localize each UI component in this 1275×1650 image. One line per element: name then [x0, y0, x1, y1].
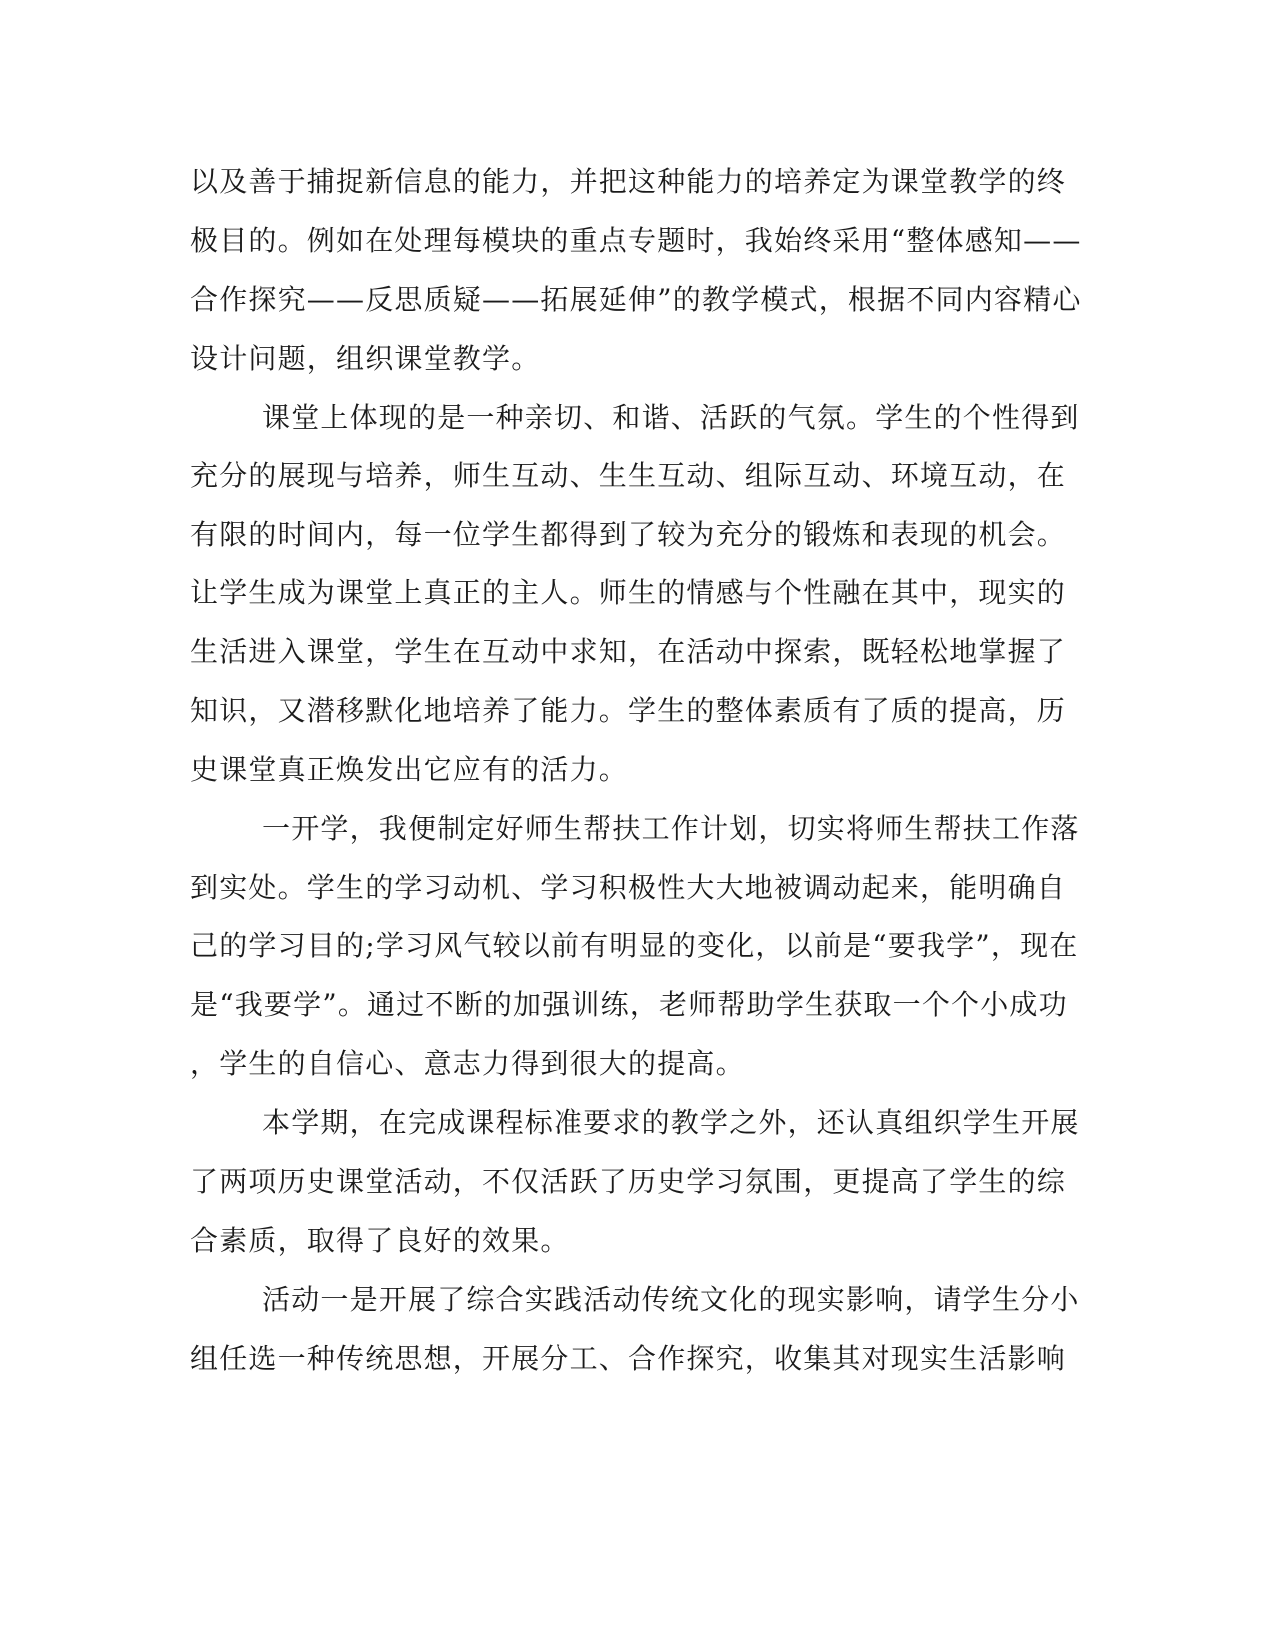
paragraph-first-line: 课堂上体现的是一种亲切、和谐、活跃的气氛。学生的个性得到 [262, 401, 1080, 434]
text-line: 合作探究——反思质疑——拓展延伸”的教学模式，根据不同内容精心 [190, 283, 1082, 316]
text-line: 极目的。例如在处理每模块的重点专题时，我始终采用“整体感知—— [190, 224, 1082, 257]
text-line: 充分的展现与培养，师生互动、生生互动、组际互动、环境互动，在 [190, 459, 1067, 492]
paragraph-first-line: 活动一是开展了综合实践活动传统文化的现实影响，请学生分小 [262, 1283, 1080, 1316]
text-line: 有限的时间内，每一位学生都得到了较为充分的锻炼和表现的机会。 [190, 518, 1067, 551]
text-line: 了两项历史课堂活动，不仅活跃了历史学习氛围，更提高了学生的综 [190, 1165, 1067, 1198]
text-line: 合素质，取得了良好的效果。 [190, 1224, 570, 1257]
text-line: 是“我要学”。通过不断的加强训练，老师帮助学生获取一个个小成功 [190, 988, 1068, 1021]
text-line: 史课堂真正焕发出它应有的活力。 [190, 753, 629, 786]
text-line: 知识，又潜移默化地培养了能力。学生的整体素质有了质的提高，历 [190, 694, 1067, 727]
text-line: 设计问题，组织课堂教学。 [190, 342, 541, 375]
text-line: 让学生成为课堂上真正的主人。师生的情感与个性融在其中，现实的 [190, 576, 1067, 609]
text-line: 己的学习目的;学习风气较以前有明显的变化，以前是“要我学”，现在 [190, 929, 1079, 962]
text-line: 生活进入课堂，学生在互动中求知，在活动中探索，既轻松地掌握了 [190, 635, 1067, 668]
paragraph-first-line: 一开学，我便制定好师生帮扶工作计划，切实将师生帮扶工作落 [262, 812, 1080, 845]
text-line: 以及善于捕捉新信息的能力，并把这种能力的培养定为课堂教学的终 [190, 165, 1067, 198]
paragraph-first-line: 本学期，在完成课程标准要求的教学之外，还认真组织学生开展 [262, 1106, 1080, 1139]
text-line: 到实处。学生的学习动机、学习积极性大大地被调动起来，能明确自 [190, 871, 1067, 904]
text-line: 组任选一种传统思想，开展分工、合作探究，收集其对现实生活影响 [190, 1342, 1067, 1375]
text-line: ，学生的自信心、意志力得到很大的提高。 [190, 1047, 745, 1080]
